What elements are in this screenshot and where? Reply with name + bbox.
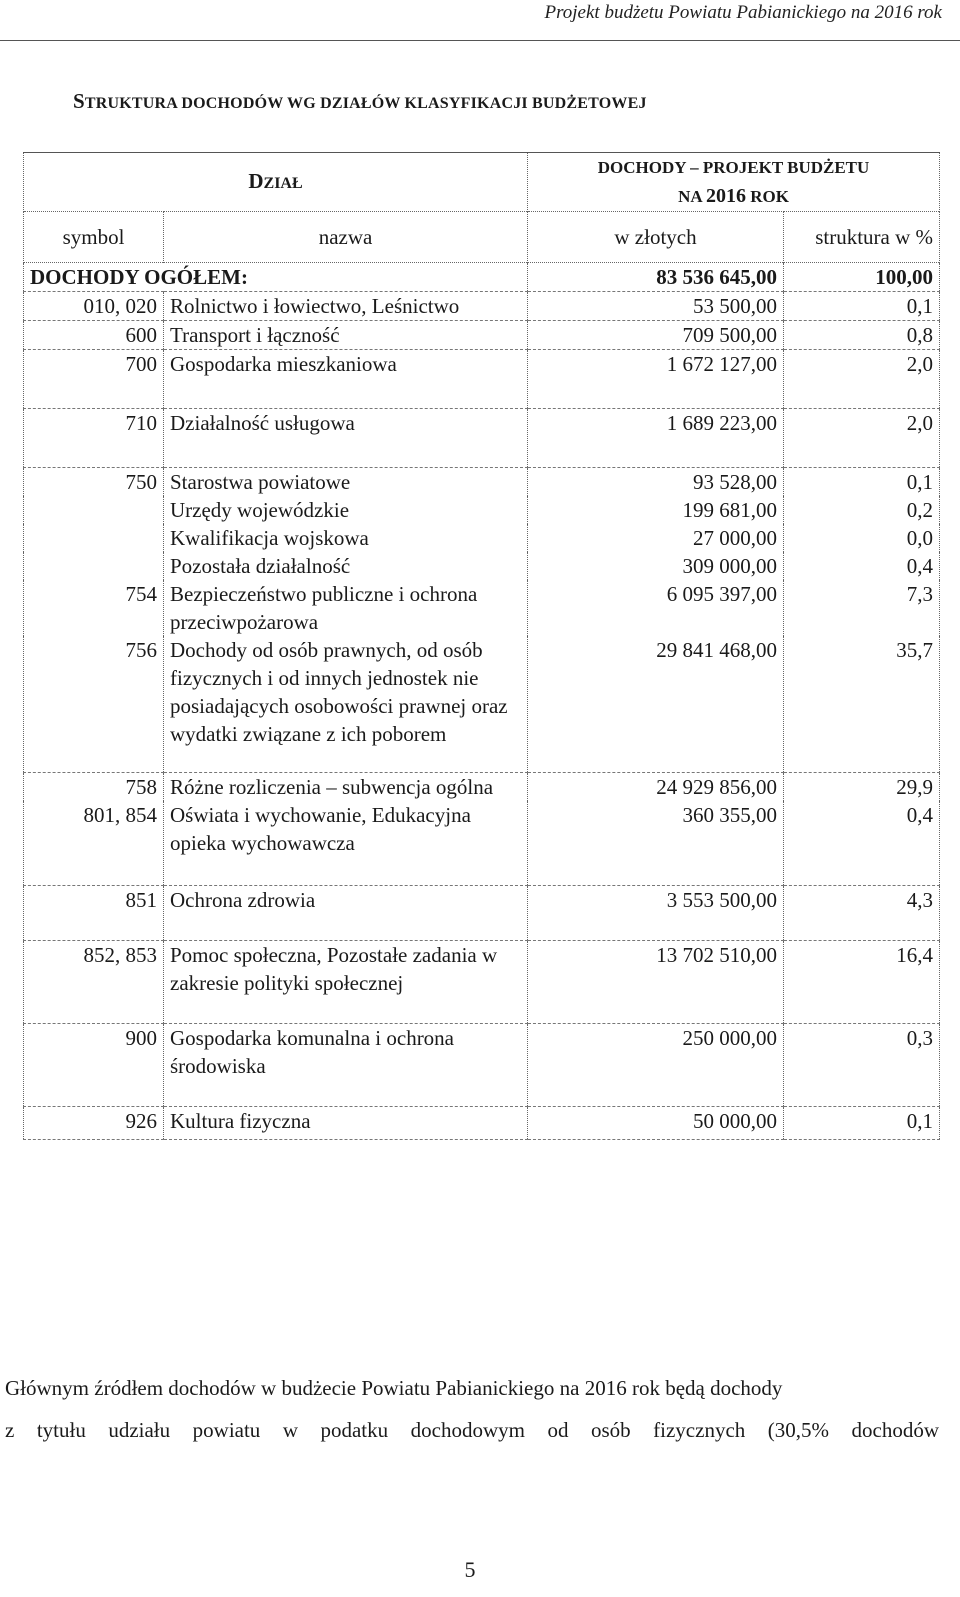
total-value: 83 536 645,00 [528,263,784,292]
table-header-row-2 [24,212,940,263]
row-symbol [24,496,164,524]
total-row [24,263,940,292]
row-name: Pomoc społeczna, Pozostałe zadania w zakresie polityki społecznej [164,941,528,1024]
row-symbol [24,552,164,580]
row-name: Różne rozliczenia – subwencja ogólna [164,773,528,802]
row-symbol: 851 [24,886,164,941]
row-value: 29 841 468,00 [528,636,784,773]
table-row [24,773,940,802]
header-dzial: DZIAŁ [24,153,528,212]
row-pct: 0,3 [784,1024,940,1107]
row-value: 360 355,00 [528,801,784,886]
row-pct: 4,3 [784,886,940,941]
row-value: 1 689 223,00 [528,409,784,468]
row-value: 53 500,00 [528,292,784,321]
table-row [24,801,940,886]
row-pct: 2,0 [784,409,940,468]
row-pct: 2,0 [784,350,940,409]
table-row [24,580,940,636]
title-initial: S [73,89,85,113]
row-name: Kwalifikacja wojskowa [164,524,528,552]
page-number: 5 [464,1557,476,1582]
table-row [24,468,940,497]
row-name: Gospodarka mieszkaniowa [164,350,528,409]
table-row [24,552,940,580]
row-name: Bezpieczeństwo publiczne i ochrona przeciwpożarowa [164,580,528,636]
row-name: Oświata i wychowanie, Edukacyjna opieka wychowawcza [164,801,528,886]
row-symbol: 754 [24,580,164,636]
table-header-row-1 [24,153,940,212]
row-symbol: 756 [24,636,164,773]
row-value: 250 000,00 [528,1024,784,1107]
row-name: Urzędy wojewódzkie [164,496,528,524]
row-name: Gospodarka komunalna i ochrona środowiska [164,1024,528,1107]
row-pct: 35,7 [784,636,940,773]
row-pct: 0,1 [784,468,940,497]
row-name: Starostwa powiatowe [164,468,528,497]
table-row [24,941,940,1024]
row-symbol: 600 [24,321,164,350]
row-symbol: 926 [24,1107,164,1140]
row-pct: 0,1 [784,292,940,321]
running-head: Projekt budżetu Powiatu Pabianickiego na 2016 rok [544,2,942,23]
row-pct: 0,2 [784,496,940,524]
row-name: Kultura fizyczna [164,1107,528,1140]
row-value: 309 000,00 [528,552,784,580]
row-pct: 0,4 [784,801,940,886]
col-nazwa-header: nazwa [164,212,528,263]
row-symbol: 750 [24,468,164,497]
row-pct: 0,4 [784,552,940,580]
col-zlotych-header: w złotych [528,212,784,263]
row-value: 199 681,00 [528,496,784,524]
total-pct: 100,00 [784,263,940,292]
row-symbol: 010, 020 [24,292,164,321]
row-pct: 0,1 [784,1107,940,1140]
row-value: 13 702 510,00 [528,941,784,1024]
row-symbol: 700 [24,350,164,409]
table-row [24,292,940,321]
row-pct: 7,3 [784,580,940,636]
row-name: Działalność usługowa [164,409,528,468]
row-pct: 16,4 [784,941,940,1024]
row-symbol: 801, 854 [24,801,164,886]
page-title [73,89,647,114]
table-row [24,636,940,773]
table-row [24,321,940,350]
row-value: 93 528,00 [528,468,784,497]
row-value: 1 672 127,00 [528,350,784,409]
row-name: Dochody od osób prawnych, od osób fizycznych i od innych jednostek nie posiadających osobowości prawnej oraz wydatki związane z ich poborem [164,636,528,773]
title-rest: TRUKTURA DOCHODÓW WG DZIAŁÓW KLASYFIKACJI BUDŻETOWEJ [84,95,647,112]
row-value: 24 929 856,00 [528,773,784,802]
table-row [24,409,940,468]
row-value: 709 500,00 [528,321,784,350]
summary-paragraph-line-1: Głównym źródłem dochodów w budżecie Powiatu Pabianickiego na 2016 rok będą dochody [5,1376,783,1400]
table-row [24,886,940,941]
table-row [24,524,940,552]
budget-table [23,152,940,1140]
summary-paragraph-line-2: z tytułu udziału powiatu w podatku dochodowym od osób fizycznych (30,5% dochodów [5,1418,939,1442]
table-row [24,1024,940,1107]
row-symbol: 758 [24,773,164,802]
row-name: Rolnictwo i łowiectwo, Leśnictwo [164,292,528,321]
row-pct: 0,0 [784,524,940,552]
row-name: Ochrona zdrowia [164,886,528,941]
table-row [24,496,940,524]
table-row [24,350,940,409]
row-value: 6 095 397,00 [528,580,784,636]
row-value: 50 000,00 [528,1107,784,1140]
header-dochody: DOCHODY – PROJEKT BUDŻETU NA 2016 ROK [528,153,940,212]
row-pct: 29,9 [784,773,940,802]
row-symbol: 710 [24,409,164,468]
row-symbol: 900 [24,1024,164,1107]
row-name: Transport i łączność [164,321,528,350]
row-name: Pozostała działalność [164,552,528,580]
total-label: DOCHODY OGÓŁEM: [24,263,528,292]
table-row [24,1107,940,1140]
row-symbol: 852, 853 [24,941,164,1024]
col-symbol-header: symbol [24,212,164,263]
row-pct: 0,8 [784,321,940,350]
row-value: 3 553 500,00 [528,886,784,941]
row-value: 27 000,00 [528,524,784,552]
col-struktura-header: struktura w % [784,212,940,263]
row-symbol [24,524,164,552]
